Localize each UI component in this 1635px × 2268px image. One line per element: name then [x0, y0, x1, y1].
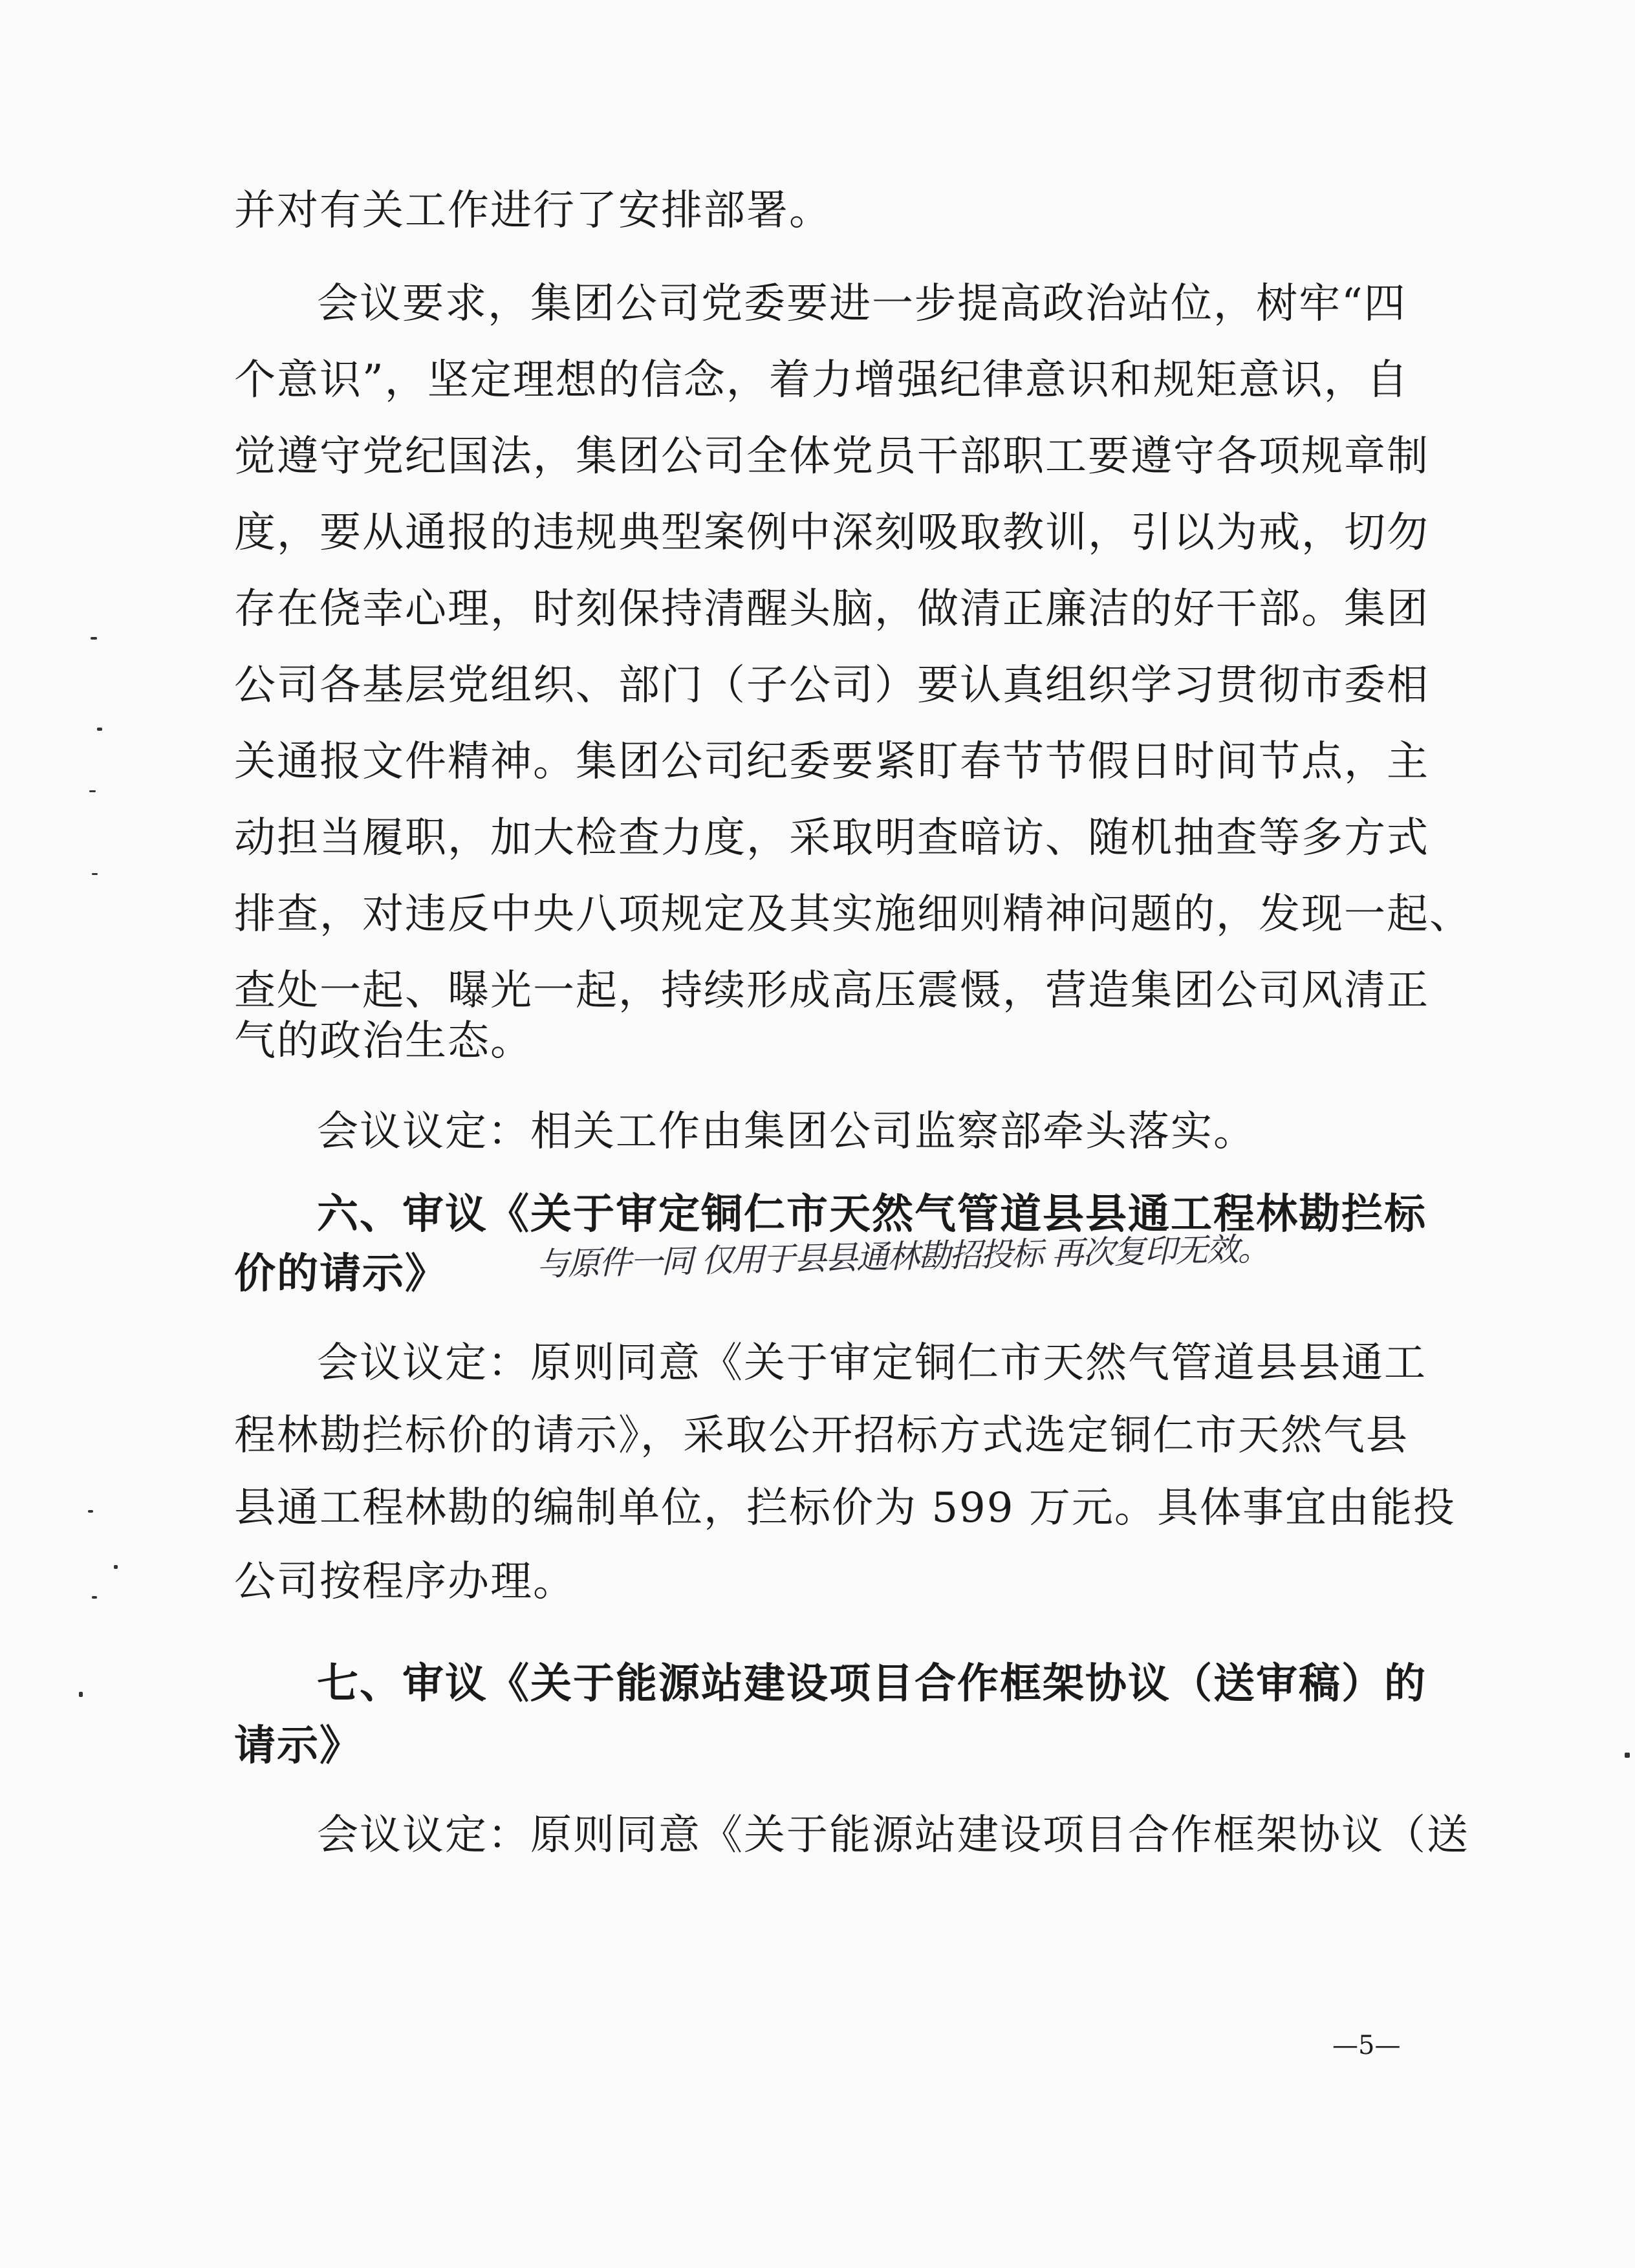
body-text-line: 并对有关工作进行了安排部署。 [234, 187, 832, 235]
scan-speck [79, 1692, 83, 1697]
scan-speck [88, 1510, 93, 1513]
scan-speck [89, 790, 96, 792]
scan-speck [1625, 1753, 1630, 1758]
section-heading-6-cont: 价的请示》 [234, 1250, 448, 1298]
handwritten-annotation: 与原件一同 仅用于县县通林勘招投标 再次复印无效。 [536, 1230, 1270, 1283]
body-text-line: 程林勘拦标价的请示》，采取公开招标方式选定铜仁市天然气县 [234, 1412, 1409, 1460]
scan-speck [97, 728, 102, 731]
page-number: —5— [1332, 2031, 1401, 2060]
section-heading-6: 六、审议《关于审定铜仁市天然气管道县县通工程林勘拦标 [317, 1191, 1427, 1238]
body-text-line: 会议议定：原则同意《关于能源站建设项目合作框架协议（送 [317, 1811, 1469, 1859]
body-text-line: 会议要求，集团公司党委要进一步提高政治站位，树牢“四 [317, 280, 1407, 328]
body-text-line: 会议议定：原则同意《关于审定铜仁市天然气管道县县通工 [317, 1339, 1427, 1387]
body-text-line: 觉遵守党纪国法，集团公司全体党员干部职工要遵守各项规章制 [234, 433, 1429, 481]
body-text-line: 存在侥幸心理，时刻保持清醒头脑，做清正廉洁的好干部。集团 [234, 585, 1429, 633]
body-text-line: 查处一起、曝光一起，持续形成高压震慑，营造集团公司风清正 [234, 967, 1429, 1015]
body-text-line: 动担当履职，加大检查力度，采取明查暗访、随机抽查等多方式 [234, 814, 1429, 862]
body-text-line: 县通工程林勘的编制单位，拦标价为 599 万元。具体事宜由能投 [234, 1484, 1456, 1532]
section-heading-7-cont: 请示》 [234, 1722, 362, 1770]
scan-speck [92, 873, 98, 875]
body-text-line: 排查，对违反中央八项规定及其实施细则精神问题的，发现一起、 [234, 891, 1472, 938]
body-text-line: 气的政治生态。 [234, 1017, 533, 1065]
body-text-line: 关通报文件精神。集团公司纪委要紧盯春节节假日时间节点，主 [234, 738, 1429, 786]
section-heading-7: 七、审议《关于能源站建设项目合作框架协议（送审稿）的 [317, 1660, 1427, 1708]
body-text-line: 度，要从通报的违规典型案例中深刻吸取教训，引以为戒，切勿 [234, 509, 1429, 557]
body-text-line: 公司按程序办理。 [234, 1558, 576, 1606]
body-text-line: 公司各基层党组织、部门（子公司）要认真组织学习贯彻市委相 [234, 662, 1429, 709]
scan-speck [114, 1565, 118, 1569]
resolution-line: 会议议定：相关工作由集团公司监察部牵头落实。 [317, 1108, 1256, 1156]
body-text-line: 个意识”，坚定理想的信念，着力增强纪律意识和规矩意识，自 [234, 356, 1409, 404]
scan-speck [91, 637, 97, 640]
scan-speck [92, 1596, 97, 1599]
